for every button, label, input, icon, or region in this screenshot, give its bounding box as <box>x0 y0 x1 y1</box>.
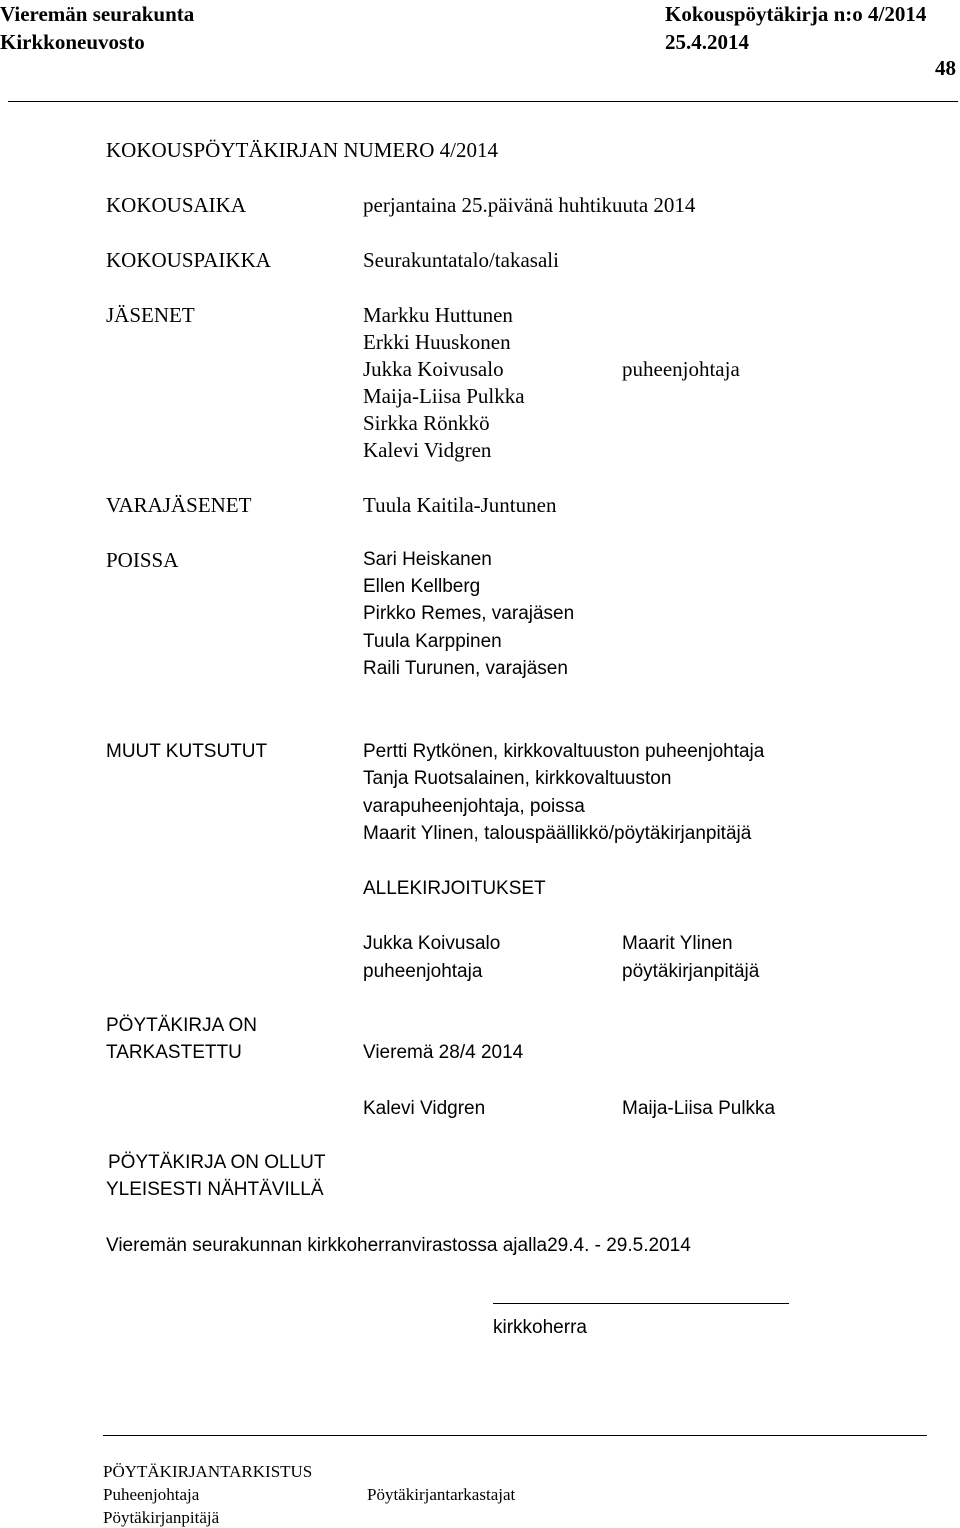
checked-label-line2: TARKASTETTU <box>106 1042 242 1063</box>
header-rule <box>8 101 958 102</box>
member-name: Markku Huttunen <box>363 303 513 327</box>
absent-name: Raili Turunen, varajäsen <box>363 658 568 679</box>
member-name: Sirkka Rönkkö <box>363 411 490 435</box>
absent-name: Sari Heiskanen <box>363 549 492 570</box>
others-label: MUUT KUTSUTUT <box>106 741 268 762</box>
header-body: Kirkkoneuvosto <box>0 30 145 54</box>
deputy-name: Tuula Kaitila-Juntunen <box>363 493 557 517</box>
page-number: 48 <box>935 56 956 80</box>
signature-secretary-role: pöytäkirjanpitäjä <box>622 961 760 982</box>
meeting-time-value: perjantaina 25.päivänä huhtikuuta 2014 <box>363 193 696 217</box>
header-document: Kokouspöytäkirja n:o 4/2014 <box>665 2 927 26</box>
signatures-heading: ALLEKIRJOITUKSET <box>363 878 546 899</box>
signer-role: kirkkoherra <box>493 1317 587 1338</box>
absent-label: POISSA <box>106 548 179 572</box>
displayed-text: Vieremän seurakunnan kirkkoherranvirastossa ajalla29.4. - 29.5.2014 <box>106 1235 691 1256</box>
footer-rule <box>103 1435 927 1436</box>
header-date: 25.4.2014 <box>665 30 749 54</box>
footer-secretary: Pöytäkirjanpitäjä <box>103 1508 220 1527</box>
checked-place-date: Vieremä 28/4 2014 <box>363 1042 524 1063</box>
absent-name: Ellen Kellberg <box>363 576 481 597</box>
displayed-label-line2: YLEISESTI NÄHTÄVILLÄ <box>106 1179 324 1200</box>
footer-chair: Puheenjohtaja <box>103 1485 200 1504</box>
others-line: Pertti Rytkönen, kirkkovaltuuston puheenjohtaja <box>363 741 765 762</box>
member-name: Jukka Koivusalo <box>363 357 504 381</box>
header-org: Vieremän seurakunta <box>0 2 195 26</box>
member-name: Maija-Liisa Pulkka <box>363 384 525 408</box>
deputies-label: VARAJÄSENET <box>106 493 252 517</box>
meeting-place-value: Seurakuntatalo/takasali <box>363 248 559 272</box>
document-title: KOKOUSPÖYTÄKIRJAN NUMERO 4/2014 <box>106 138 499 162</box>
footer-checkers: Pöytäkirjantarkastajat <box>367 1485 516 1504</box>
others-line: Tanja Ruotsalainen, kirkkovaltuuston <box>363 768 672 789</box>
checked-label-line1: PÖYTÄKIRJA ON <box>106 1015 257 1036</box>
checker-name: Maija-Liisa Pulkka <box>622 1098 776 1119</box>
footer-archive: PÖYTÄKIRJANTARKISTUS <box>103 1462 313 1481</box>
absent-name: Tuula Karppinen <box>363 631 502 652</box>
checker-name: Kalevi Vidgren <box>363 1098 486 1119</box>
others-line: varapuheenjohtaja, poissa <box>363 796 585 817</box>
signature-line <box>493 1303 789 1304</box>
chair-role: puheenjohtaja <box>622 357 740 381</box>
member-name: Kalevi Vidgren <box>363 438 492 462</box>
signature-chair-role: puheenjohtaja <box>363 961 483 982</box>
others-line: Maarit Ylinen, talouspäällikkö/pöytäkirjanpitäjä <box>363 823 752 844</box>
meeting-time-label: KOKOUSAIKA <box>106 193 246 217</box>
signature-chair-name: Jukka Koivusalo <box>363 933 501 954</box>
signature-secretary-name: Maarit Ylinen <box>622 933 733 954</box>
meeting-place-label: KOKOUSPAIKKA <box>106 248 271 272</box>
absent-name: Pirkko Remes, varajäsen <box>363 603 575 624</box>
member-name: Erkki Huuskonen <box>363 330 511 354</box>
displayed-label-line1: PÖYTÄKIRJA ON OLLUT <box>108 1152 326 1173</box>
members-label: JÄSENET <box>106 303 195 327</box>
